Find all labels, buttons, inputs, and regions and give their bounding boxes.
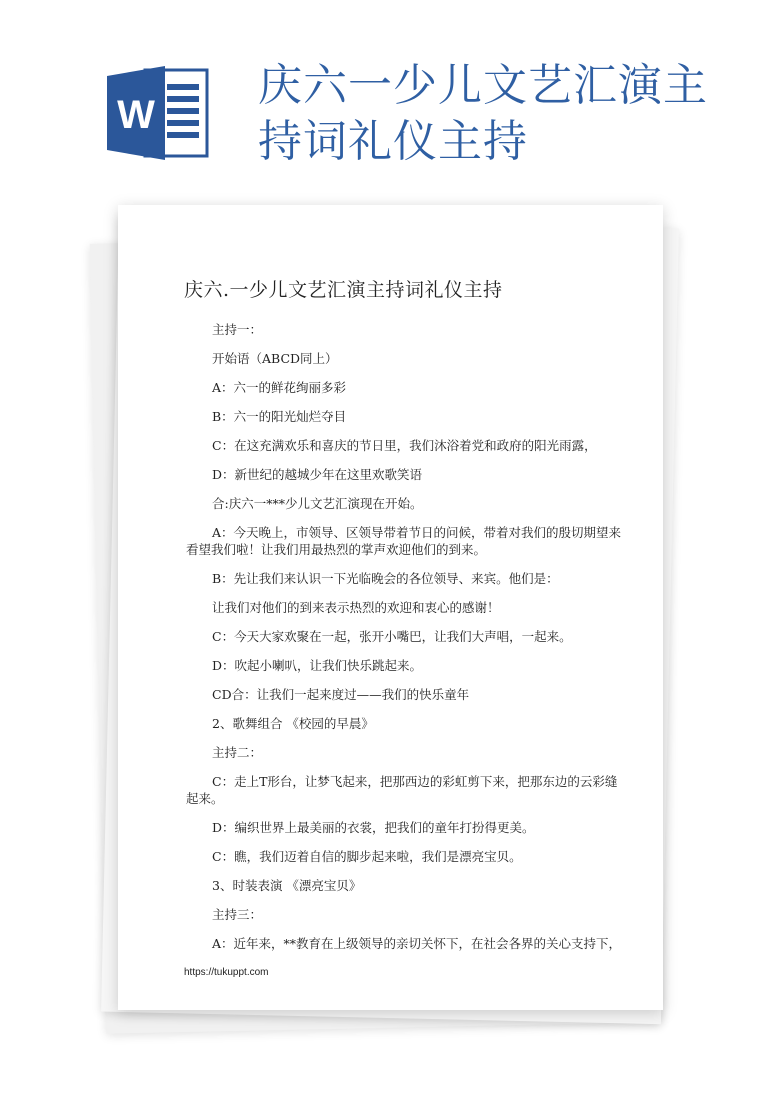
paragraph-text: C：走上T形台，让梦飞起来，把那西边的彩虹剪下来，把那东边的云彩缝 bbox=[212, 774, 618, 789]
title-line-1: 庆六一少儿文艺汇演主 bbox=[258, 60, 708, 111]
paragraph: 合:庆六一***少儿文艺汇演现在开始。 bbox=[212, 496, 423, 511]
paragraph: 主持一： bbox=[212, 322, 263, 337]
page-title bbox=[258, 58, 728, 170]
footer-url: https://tukuppt.com bbox=[184, 967, 269, 978]
paragraph: D：编织世界上最美丽的衣裳，把我们的童年打扮得更美。 bbox=[212, 820, 535, 835]
paragraph: C：今天大家欢聚在一起，张开小嘴巴，让我们大声唱，一起来。 bbox=[212, 629, 572, 644]
paragraph bbox=[186, 773, 632, 807]
paragraph: 主持三： bbox=[212, 907, 263, 922]
paragraph bbox=[186, 524, 632, 558]
header bbox=[0, 0, 780, 200]
word-icon-letter: W bbox=[117, 93, 155, 137]
document-page bbox=[118, 205, 663, 1010]
title-line-2: 持词礼仪主持 bbox=[258, 116, 528, 167]
paragraph: C：瞧，我们迈着自信的脚步起来啦，我们是漂亮宝贝。 bbox=[212, 849, 522, 864]
paragraph-continuation: 起来。 bbox=[186, 791, 224, 806]
paragraph: C：在这充满欢乐和喜庆的节日里，我们沐浴着党和政府的阳光雨露， bbox=[212, 438, 597, 453]
paragraph: D：新世纪的越城少年在这里欢歌笑语 bbox=[212, 467, 423, 482]
paragraph: 主持二： bbox=[212, 745, 263, 760]
paragraph: 让我们对他们的到来表示热烈的欢迎和衷心的感谢！ bbox=[212, 600, 500, 615]
paragraph: B：六一的阳光灿烂夺目 bbox=[212, 409, 347, 424]
paragraph: 开始语（ABCD同上） bbox=[212, 351, 338, 366]
document-body bbox=[186, 321, 632, 964]
word-document-icon bbox=[107, 64, 209, 162]
paragraph: A：六一的鲜花绚丽多彩 bbox=[212, 380, 347, 395]
paragraph: 3、时装表演 《漂亮宝贝》 bbox=[212, 878, 362, 893]
paragraph: 2、歌舞组合 《校园的早晨》 bbox=[212, 716, 374, 731]
paragraph: B：先让我们来认识一下光临晚会的各位领导、来宾。他们是： bbox=[212, 571, 559, 586]
paragraph-text: A：今天晚上，市领导、区领导带着节日的问候，带着对我们的殷切期望来 bbox=[212, 525, 622, 540]
paragraph: A：近年来，**教育在上级领导的亲切关怀下，在社会各界的关心支持下， bbox=[212, 936, 622, 951]
document-title: 庆六.一少儿文艺汇演主持词礼仪主持 bbox=[184, 279, 503, 301]
paragraph: D：吹起小喇叭，让我们快乐跳起来。 bbox=[212, 658, 423, 673]
paragraph: CD合：让我们一起来度过——我们的快乐童年 bbox=[212, 687, 470, 702]
paragraph-continuation: 看望我们啦！让我们用最热烈的掌声欢迎他们的到来。 bbox=[186, 542, 487, 557]
